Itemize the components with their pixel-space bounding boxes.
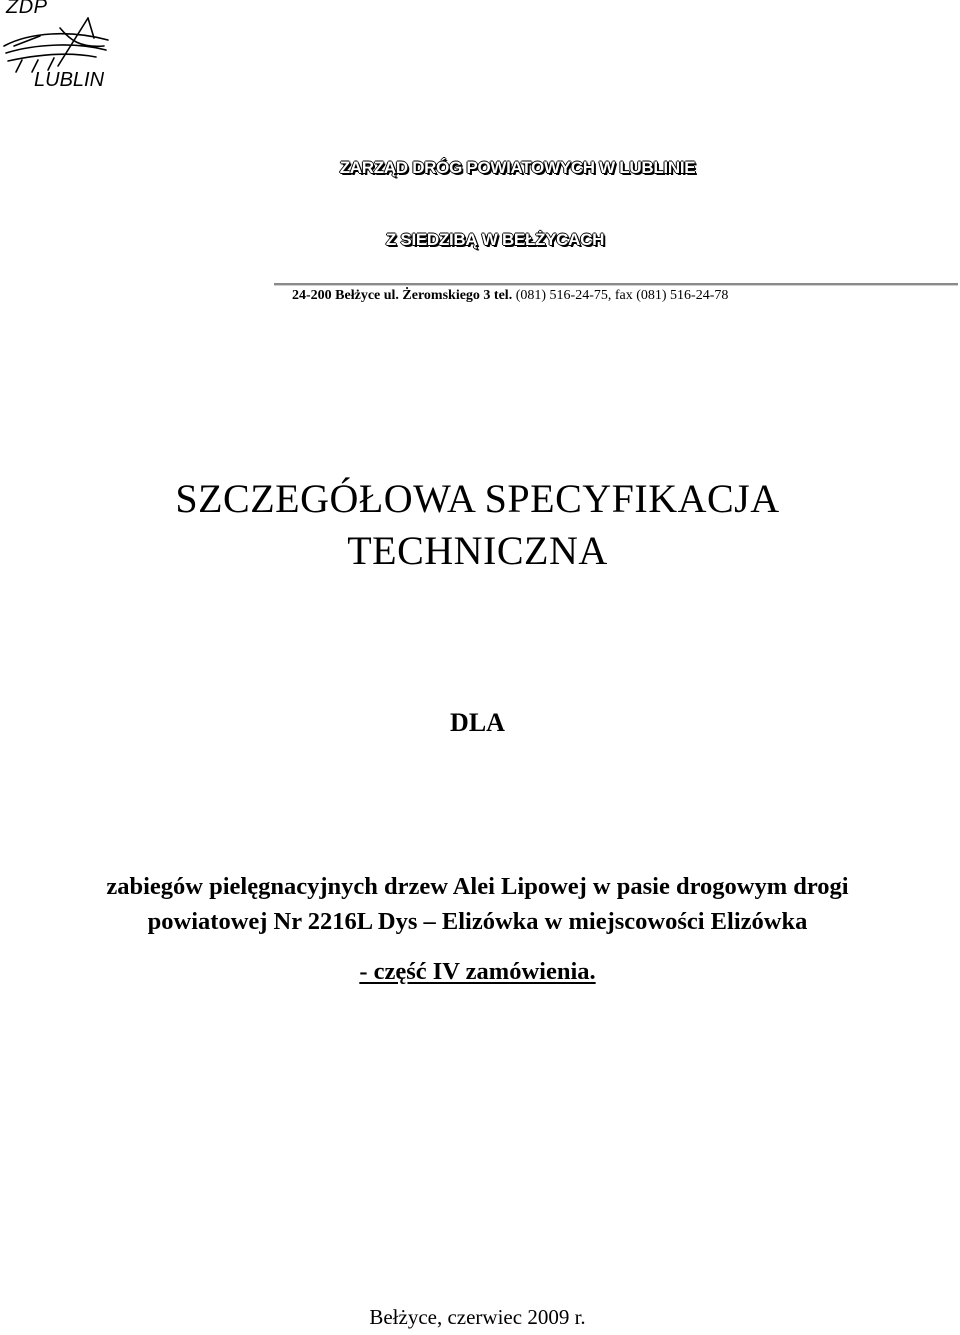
order-part bbox=[0, 958, 955, 986]
document-title-line-2: TECHNICZNA bbox=[347, 528, 608, 573]
logo-text-zdp: ZDP bbox=[6, 0, 48, 18]
for-label: DLA bbox=[450, 708, 505, 737]
address-street: 24-200 Bełżyce ul. Żeromskiego 3 tel. bbox=[292, 288, 513, 303]
logo-text-lublin: LUBLIN bbox=[34, 69, 105, 91]
place-and-date: Bełżyce, czerwiec 2009 r. bbox=[369, 1305, 586, 1329]
subject-line-2: powiatowej Nr 2216L Dys – Elizówka w miejscowości Elizówka bbox=[147, 908, 808, 935]
organization-name: ZARZĄD DRÓG POWIATOWYCH W LUBLINIE bbox=[339, 158, 696, 177]
order-part-text: - część IV zamówienia. bbox=[359, 958, 596, 985]
address-phone-fax: (081) 516-24-75, fax (081) 516-24-78 bbox=[512, 288, 729, 303]
organization-seat: Z SIEDZIBĄ W BEŁŻYCACH bbox=[385, 230, 605, 249]
document-title-line-1: SZCZEGÓŁOWA SPECYFIKACJA bbox=[175, 476, 780, 521]
organization-address bbox=[292, 288, 728, 304]
header-divider bbox=[274, 283, 958, 286]
subject-line-1: zabiegów pielęgnacyjnych drzew Alei Lipowej w pasie drogowym drogi bbox=[106, 873, 849, 900]
